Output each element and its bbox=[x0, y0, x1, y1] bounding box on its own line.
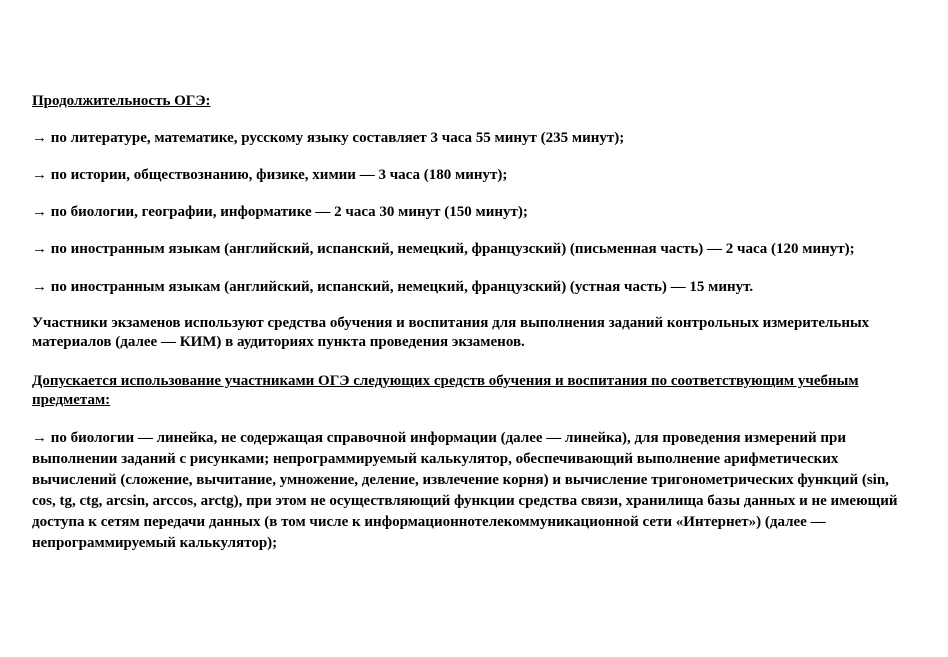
duration-item-biology: → по биологии, географии, информатике — 2 часа 30 минут (150 минут); bbox=[32, 204, 528, 220]
duration-item-foreign-oral: → по иностранным языкам (английский, испанский, немецкий, французский) (устная часть) — 15 минут. bbox=[32, 279, 754, 295]
duration-item-foreign-written: → по иностранным языкам (английский, испанский, немецкий, французский) (письменная часть) — 2 часа (120 минут); bbox=[32, 241, 855, 257]
participants-paragraph: Участники экзаменов используют средства обучения и воспитания для выполнения заданий контрольных измерительных материалов (далее — КИМ) в аудиториях пункта проведения экзаменов. bbox=[32, 315, 870, 350]
allowed-item-biology: → по биологии — линейка, не содержащая справочной информации (далее — линейка), для проведения измерений при выполнении заданий с рисунками; непрограммируемый калькулятор, обеспечивающий выполнение арифметических вычислений (сложение, вычитание, умножение, деление, извлечение корня) и вычисление тригонометрических функций (sin, cos, tg, ctg, arcsin, arccos, arctg), при этом не осуществляющий функции средства связи, хранилища базы данных и не имеющий доступа к сетям передачи данных (в том числе к информационнотелекоммуникационной сети «Интернет») (далее — непрограммируемый калькулятор); bbox=[32, 430, 898, 551]
duration-item-literature: → по литературе, математике, русскому языку составляет 3 часа 55 минут (235 минут); bbox=[32, 130, 625, 146]
duration-heading: Продолжительность ОГЭ: bbox=[32, 93, 211, 109]
duration-item-history: → по истории, обществознанию, физике, химии — 3 часа (180 минут); bbox=[32, 167, 508, 183]
allowed-means-heading: Допускается использование участниками ОГЭ следующих средств обучения и воспитания по соответствующим учебным предметам: bbox=[32, 373, 859, 408]
document-page bbox=[32, 92, 912, 554]
